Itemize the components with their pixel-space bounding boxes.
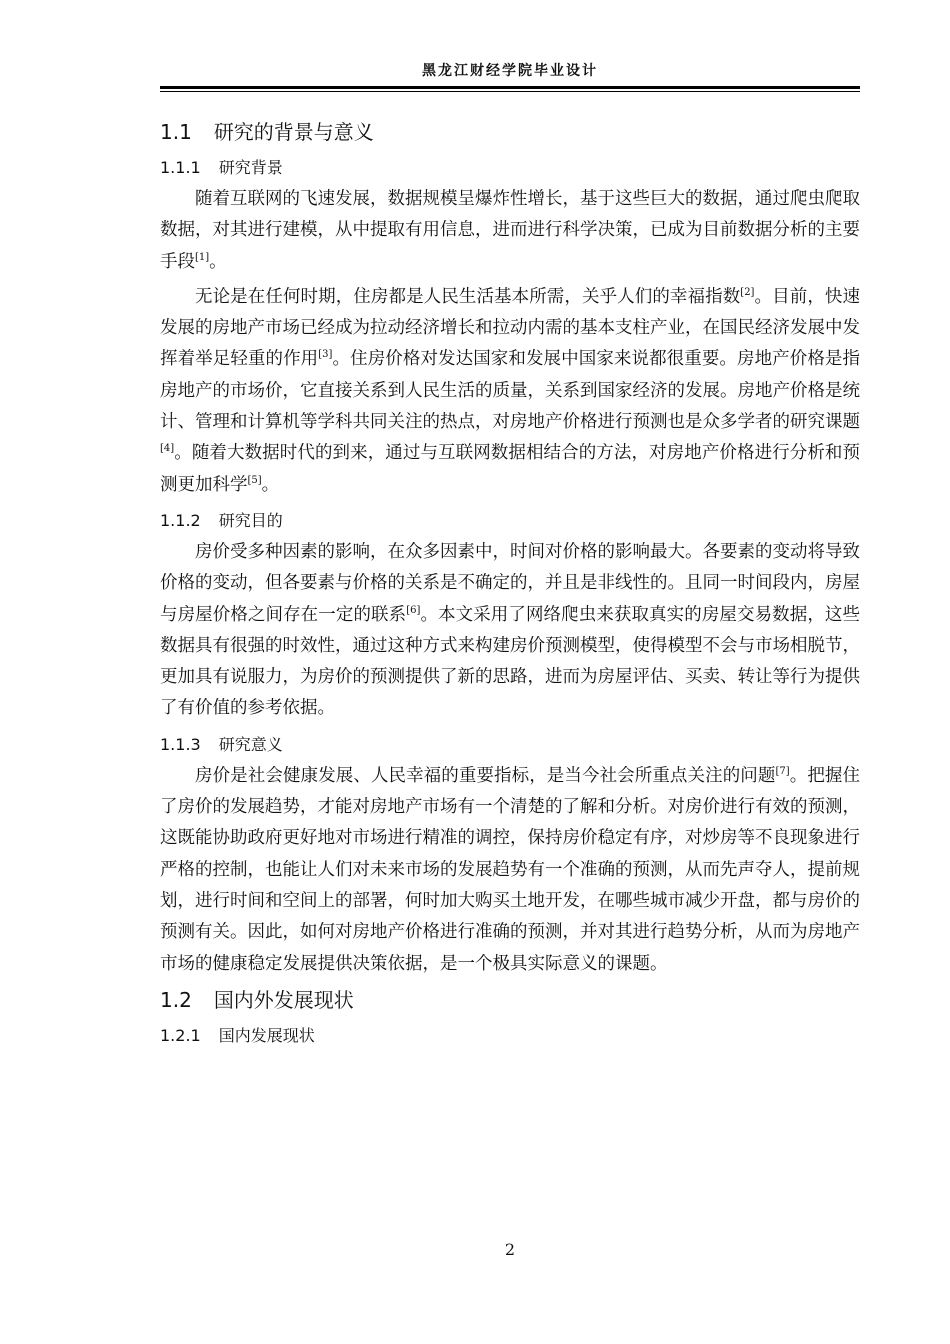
section-number: 1.1.2 bbox=[160, 510, 201, 530]
section-heading-1-1-3 bbox=[160, 729, 860, 761]
section-title: 研究意义 bbox=[218, 734, 283, 754]
section-heading-1-1-1 bbox=[160, 152, 860, 184]
section-number: 1.1.3 bbox=[160, 734, 201, 754]
paragraph-housing-importance: 无论是在任何时期，住房都是人民生活基本所需，关乎人们的幸福指数[2]。目前，快速发展的房地产市场已经成为拉动经济增长和拉动内需的基本支柱产业，在国民经济发展中发挥着举足轻重的作用[3]。住房价格对发达国家和发展中国家来说都很重要。房地产价格是指房地产的市场价，它直接关系到人民生活的质量，关系到国家经济的发展。房地产价格是统计、管理和计算机等学科共同关注的热点，对房地产价格进行预测也是众多学者的研究课题[4]。随着大数据时代的到来，通过与互联网数据相结合的方法，对房地产价格进行分析和预测更加科学[5]。 bbox=[160, 286, 861, 495]
citation-ref: [6] bbox=[406, 604, 421, 616]
section-number: 1.2.1 bbox=[160, 1025, 201, 1045]
section-title: 国内外发展现状 bbox=[213, 987, 354, 1012]
section-title: 国内发展现状 bbox=[218, 1025, 315, 1045]
section-heading-1-1-2 bbox=[160, 505, 860, 537]
section-heading-1-1 bbox=[160, 116, 860, 148]
paragraph-research-significance: 房价是社会健康发展、人民幸福的重要指标，是当今社会所重点关注的问题[7]。把握住了房价的发展趋势，才能对房地产市场有一个清楚的了解和分析。对房价进行有效的预测，这既能协助政府更好地对市场进行精准的调控，保持房价稳定有序，对炒房等不良现象进行严格的控制，也能让人们对未来市场的发展趋势有一个准确的预测，从而先声夺人，提前规划，进行时间和空间上的部署，何时加大购买土地开发，在哪些城市减少开盘，都与房价的预测有关。因此，如何对房地产价格进行准确的预测，并对其进行趋势分析，从而为房地产市场的健康稳定发展提供决策依据，是一个极具实际意义的课题。 bbox=[160, 765, 861, 974]
section-heading-1-2 bbox=[160, 984, 860, 1016]
citation-ref: [5] bbox=[247, 474, 262, 486]
paragraph-research-purpose: 房价受多种因素的影响，在众多因素中，时间对价格的影响最大。各要素的变动将导致价格的变动，但各要素与价格的关系是不确定的，并且是非线性的。且同一时间段内，房屋与房屋价格之间存在一定的联系[6]。本文采用了网络爬虫来获取真实的房屋交易数据，这些数据具有很强的时效性，通过这种方式来构建房价预测模型，使得模型不会与市场相脱节，更加具有说服力，为房价的预测提供了新的思路，进而为房屋评估、买卖、转让等行为提供了有价值的参考依据。 bbox=[160, 541, 861, 719]
citation-ref: [2] bbox=[740, 286, 755, 298]
document-header: 黑龙江财经学院毕业设计 bbox=[422, 63, 598, 79]
section-number: 1.1 bbox=[160, 120, 192, 144]
section-heading-1-2-1 bbox=[160, 1020, 860, 1052]
paragraph-research-background: 随着互联网的飞速发展，数据规模呈爆炸性增长，基于这些巨大的数据，通过爬虫爬取数据，对其进行建模，从中提取有用信息，进而进行科学决策，已成为目前数据分析的主要手段[1]。 bbox=[160, 189, 860, 272]
citation-ref: [3] bbox=[318, 349, 333, 361]
section-title: 研究背景 bbox=[218, 158, 283, 177]
citation-ref: [4] bbox=[160, 443, 175, 455]
citation-ref: [1] bbox=[195, 251, 210, 263]
header-rule-thick bbox=[160, 86, 860, 89]
section-title: 研究目的 bbox=[218, 510, 283, 530]
section-number: 1.2 bbox=[160, 987, 192, 1012]
section-number: 1.1.1 bbox=[160, 158, 201, 177]
citation-ref: [7] bbox=[775, 765, 790, 777]
header-rule-thin bbox=[160, 91, 860, 92]
section-title: 研究的背景与意义 bbox=[213, 120, 374, 144]
page-number: 2 bbox=[504, 1240, 516, 1259]
page-body bbox=[160, 116, 860, 1052]
